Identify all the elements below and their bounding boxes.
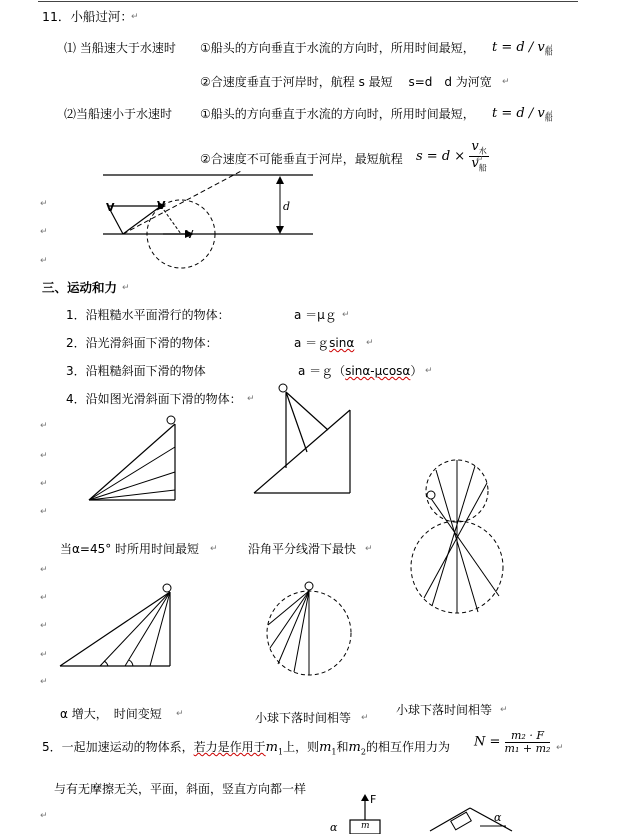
case1-formula1: $t = d / v_船$ xyxy=(492,40,553,57)
caption-45-degrees: 当α=45° 时所用时间最短 xyxy=(60,542,200,556)
item1-text: 1．沿粗糙水平面滑行的物体： xyxy=(66,308,230,322)
item5-fig-mass-label: m xyxy=(361,821,370,831)
caption-alpha-increase: α 增大， 时间变短 xyxy=(60,707,162,721)
case2-formula1: $t = d / v_船$ xyxy=(492,106,553,123)
case1-item1: ①船头的方向垂直于水流的方向时，所用时间最短， xyxy=(200,41,475,55)
interaction-force-fraction: $\frac{\text{m₂ · F}}{\text{m₁ + m₂}}$ xyxy=(504,729,551,755)
item3-formula: a ＝ｇ（sinα-μcosα） xyxy=(298,364,423,378)
item5-fig-alpha-label: α xyxy=(330,821,338,834)
fig-label-v1: V xyxy=(106,201,115,214)
item2-formula: a ＝ｇsinα xyxy=(294,336,355,350)
section-3-title: 三、运动和力 xyxy=(42,280,118,295)
case2-item1: ①船头的方向垂直于水流的方向时，所用时间最短， xyxy=(200,107,475,121)
item5-fig-force-label: F xyxy=(370,793,377,806)
section-11-title: 11．小船过河： xyxy=(42,9,133,24)
fig-label-v3: V xyxy=(186,228,194,241)
caption-equal-time-right: 小球下落时间相等 xyxy=(396,703,493,717)
case1-label: ⑴ 当船速大于水速时 xyxy=(64,41,176,55)
case2-formula2: s = d × $\frac{v_水}{v_船}$ xyxy=(416,139,487,173)
item5-text: 5．一起加速运动的物体系，若力是作用于$m_1$上，则$m_1$和$m_2$的相互作用力为 xyxy=(42,740,450,757)
item5-line2: 与有无摩擦无关，平面，斜面，竖直方向都一样 xyxy=(54,782,307,796)
item2-text: 2．沿光滑斜面下滑的物体： xyxy=(66,336,218,350)
item4-text: 4．沿如图光滑斜面下滑的物体： xyxy=(66,392,242,406)
item1-formula: a ＝μｇ xyxy=(294,308,337,322)
case2-label: ⑵当船速小于水速时 xyxy=(64,107,173,121)
caption-bisector: 沿角平分线滑下最快 xyxy=(248,542,357,556)
case1-item2: ②合速度垂直于河岸时，航程 s 最短 s=d d 为河宽 xyxy=(200,75,492,89)
item5-formula: N = $\frac{\text{m₂ · F}}{\text{m₁ + m₂}}$ xyxy=(474,729,551,755)
item3-text: 3．沿粗糙斜面下滑的物体 xyxy=(66,364,206,378)
fig-label-v2: V xyxy=(157,199,166,212)
item5-fig-alpha-label-right: α xyxy=(494,811,502,824)
case2-item2: ②合速度不可能垂直于河岸，最短航程 xyxy=(200,152,403,166)
caption-equal-time-center: 小球下落时间相等 xyxy=(255,711,352,725)
fig-label-d: d xyxy=(283,200,291,213)
shortest-path-fraction: $\frac{v_水}{v_船}$ xyxy=(471,139,487,173)
